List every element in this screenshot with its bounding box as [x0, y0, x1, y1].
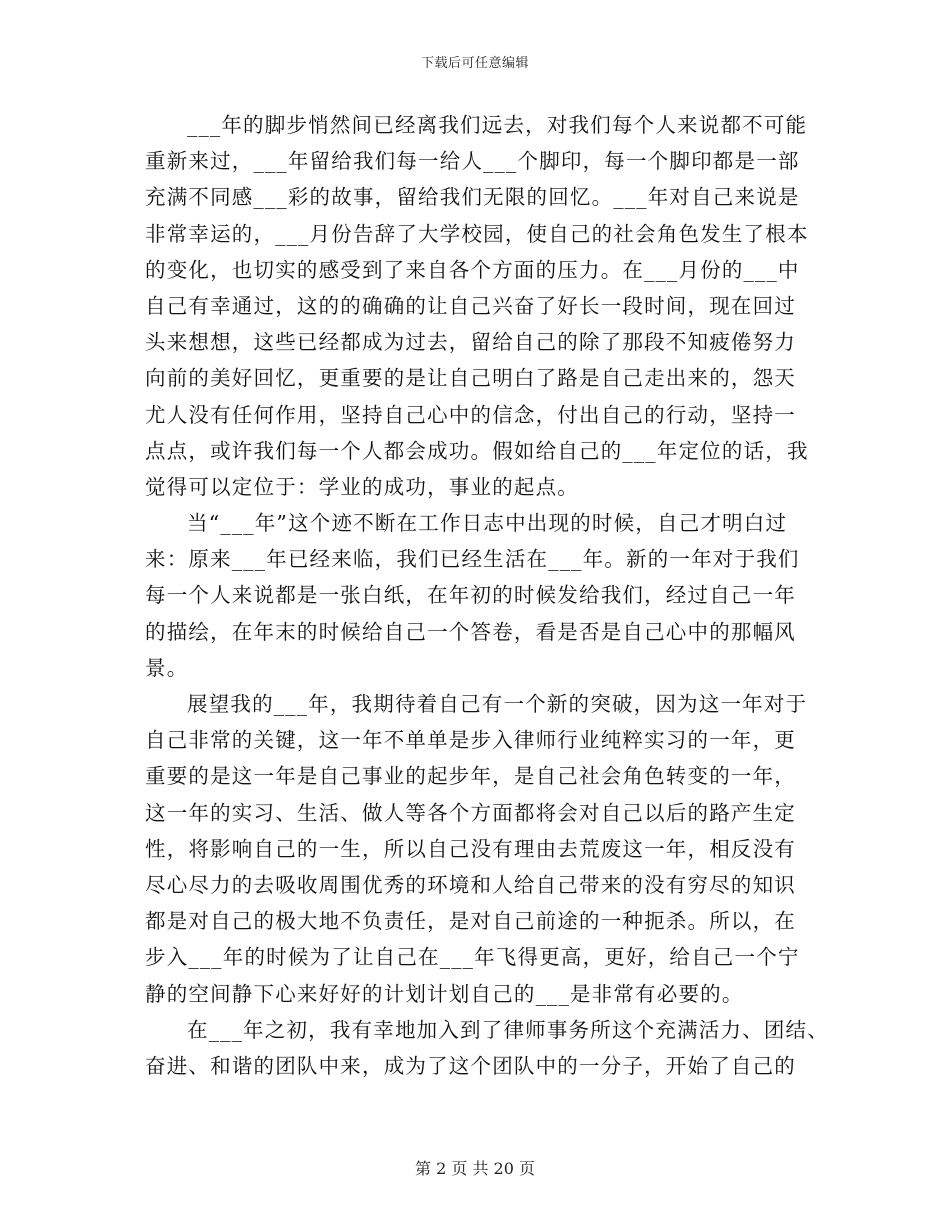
paragraph-line: 这一年的实习、生活、做人等各个方面都将会对自己以后的路产生定 — [145, 800, 796, 825]
paragraph-line: 重新来过，___年留给我们每一给人___个脚印，每一个脚印都是一部 — [145, 149, 800, 174]
paragraph-line: 尤人没有任何作用，坚持自己心中的信念，付出自己的行动，坚持一 — [145, 402, 796, 427]
paragraph-line: 性，将影响自己的一生，所以自己没有理由去荒废这一年，相反没有 — [145, 836, 796, 861]
paragraph-line: 奋进、和谐的团队中来，成为了这个团队中的一分子，开始了自己的 — [145, 1053, 796, 1078]
paragraph-line: 都是对自己的极大地不负责任，是对自己前途的一种扼杀。所以，在 — [145, 909, 796, 934]
paragraph-line: 觉得可以定位于：学业的成功，事业的起点。 — [145, 474, 579, 499]
paragraph-line: 尽心尽力的去吸收周围优秀的环境和人给自己带来的没有穷尽的知识 — [145, 872, 796, 897]
paragraph-line: 的描绘，在年末的时候给自己一个答卷，看是否是自己心中的那幅风 — [145, 619, 796, 644]
page-header: 下载后可任意编辑 — [420, 56, 529, 71]
page-number: 第 2 页 共 20 页 — [415, 1159, 535, 1178]
paragraph-line: ___年的脚步悄然间已经离我们远去，对我们每个人来说都不可能 — [187, 113, 808, 137]
paragraph-line: 重要的是这一年是自己事业的起步年，是自己社会角色转变的一年， — [145, 764, 796, 789]
paragraph-line: 每一个人来说都是一张白纸，在年初的时候发给我们，经过自己一年 — [145, 583, 796, 608]
paragraph-line: 非常幸运的，___月份告辞了大学校园，使自己的社会角色发生了根本 — [145, 221, 809, 246]
paragraph-line: 点点，或许我们每一个人都会成功。假如给自己的___年定位的话，我 — [145, 438, 809, 463]
paragraph-line: 在___年之初，我有幸地加入到了律师事务所这个充满活力、团结、 — [187, 1017, 829, 1042]
paragraph-line: 自己非常的关键，这一年不单单是步入律师行业纯粹实习的一年，更 — [145, 728, 796, 753]
paragraph-line: 头来想想，这些已经都成为过去，留给自己的除了那段不知疲倦努力 — [145, 330, 796, 355]
paragraph-line: 的变化，也切实的感受到了来自各个方面的压力。在___月份的___中 — [145, 257, 800, 282]
paragraph-line: 步入___年的时候为了让自己在___年飞得更高，更好，给自己一个宁 — [145, 945, 800, 970]
document-body — [145, 107, 829, 1084]
paragraph-line: 向前的美好回忆，更重要的是让自己明白了路是自己走出来的，怨天 — [145, 366, 796, 391]
paragraph-line: 来：原来___年已经来临，我们已经生活在___年。新的一年对于我们 — [145, 547, 800, 572]
paragraph-line: 展望我的___年，我期待着自己有一个新的突破，因为这一年对于 — [187, 692, 808, 716]
paragraph-line: 充满不同感___彩的故事，留给我们无限的回忆。___年对自己来说是 — [145, 185, 800, 210]
paragraph-line: 景。 — [145, 655, 189, 680]
paragraph-line: 静的空间静下心来好好的计划计划自己的___是非常有必要的。 — [145, 981, 744, 1006]
paragraph-line: 自己有幸通过，这的的确确的让自己兴奋了好长一段时间，现在回过 — [145, 293, 796, 318]
paragraph-line: 当“___年”这个迹不断在工作日志中出现的时候，自己才明白过 — [187, 511, 788, 536]
